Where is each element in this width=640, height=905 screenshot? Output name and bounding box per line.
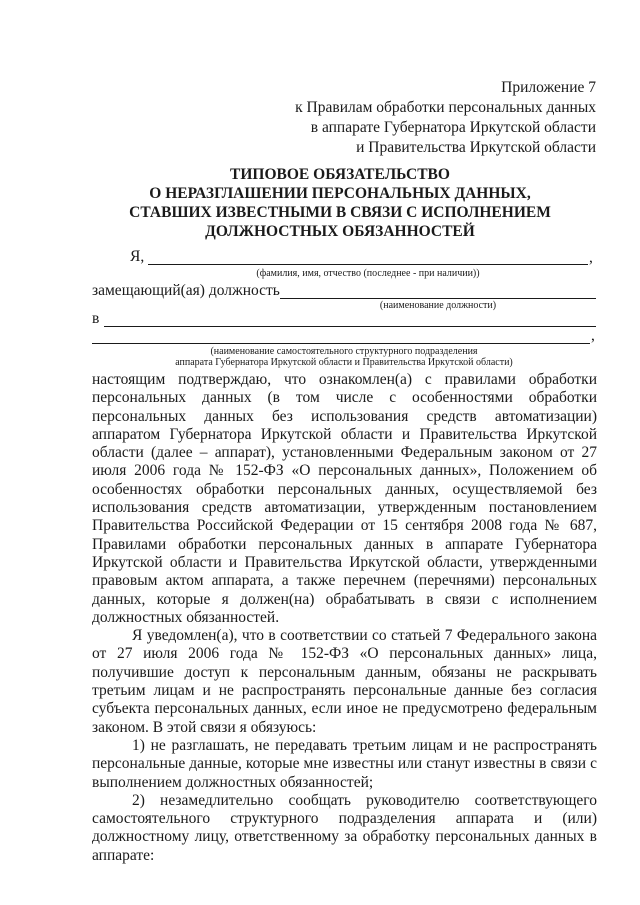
appendix-ref-line2: в аппарате Губернатора Иркутской области <box>310 119 596 136</box>
dept-caption-line2: аппарата Губернатора Иркутской области и Правительства Иркутской области) <box>175 357 513 368</box>
dept-comma: , <box>591 327 595 344</box>
fio-caption: (фамилия, имя, отчество (последнее - при наличии)) <box>256 268 480 279</box>
title-line2: О НЕРАЗГЛАШЕНИИ ПЕРСОНАЛЬНЫХ ДАННЫХ, <box>149 185 531 202</box>
position-caption: (наименование должности) <box>379 300 497 311</box>
dept-field-line1[interactable] <box>104 326 596 327</box>
position-label: замещающий(ая) должность <box>92 282 280 299</box>
body-paragraph-3: 1) не разглашать, не передавать третьим лицам и не распространять персональные данные, которые мне известны или станут известны в связи с выполнением должностных обязанностей; <box>92 736 597 791</box>
fio-field-line[interactable] <box>148 264 588 265</box>
title-line4: ДОЛЖНОСТНЫХ ОБЯЗАННОСТЕЙ <box>205 223 475 240</box>
position-field-line[interactable] <box>280 298 596 299</box>
body-paragraph-4: 2) незамедлительно сообщать руководителю соответствующего самостоятельного структурного подразделения аппарата и (или) должностному лицу, ответственному за обработку персональных данных в аппарате: <box>92 791 597 864</box>
title-line3: СТАВШИХ ИЗВЕСТНЫМИ В СВЯЗИ С ИСПОЛНЕНИЕМ <box>129 204 551 221</box>
dept-caption-line1: (наименование самостоятельного структурного подразделения <box>210 346 478 357</box>
appendix-header <box>295 78 596 158</box>
body-paragraph-1: настоящим подтверждаю, что ознакомлен(а) с правилами обработки персональных данных (в том числе с особенностями обработки персональных данных без использования средств автоматизации) аппаратом Губернатора Иркутской области и Правительства Иркутской области (далее – аппарат), установленными Федеральным законом от 27 июля 2006 года № 152-ФЗ «О персональных данных», Положением об особенностях обработки персональных данных, осуществляемой без использования средств автоматизации, утвержденным постановлением Правительства Российской Федерации от 15 сентября 2008 года № 687, Правилами обработки персональных данных в аппарате Губернатора Иркутской области и Правительства Иркутской области, утвержденными правовым актом аппарата, а также перечнем (перечнями) персональных данных, которые я должен(на) обрабатывать в связи с исполнением должностных обязанностей. <box>92 371 597 626</box>
fio-comma: , <box>589 249 593 266</box>
body-paragraph-2: Я уведомлен(а), что в соответствии со статьей 7 Федерального закона от 27 июля 2006 года № 152-ФЗ «О персональных данных» лица, получившие доступ к персональным данным, обязаны не раскрывать третьим лицам и не распространять персональные данные без согласия субъекта персональных данных, если иное не предусмотрено федеральным законом. В этой связи я обязуюсь: <box>92 627 597 736</box>
document-title <box>90 165 590 241</box>
dept-field-line2[interactable] <box>92 343 590 344</box>
appendix-ref-line1: к Правилам обработки персональных данных <box>295 99 596 116</box>
appendix-ref-line3: и Правительства Иркутской области <box>356 139 596 156</box>
appendix-number: Приложение 7 <box>501 79 596 96</box>
title-line1: ТИПОВОЕ ОБЯЗАТЕЛЬСТВО <box>230 166 450 183</box>
document-body <box>92 371 597 865</box>
in-label: в <box>92 310 100 327</box>
i-label: Я, <box>130 248 145 265</box>
